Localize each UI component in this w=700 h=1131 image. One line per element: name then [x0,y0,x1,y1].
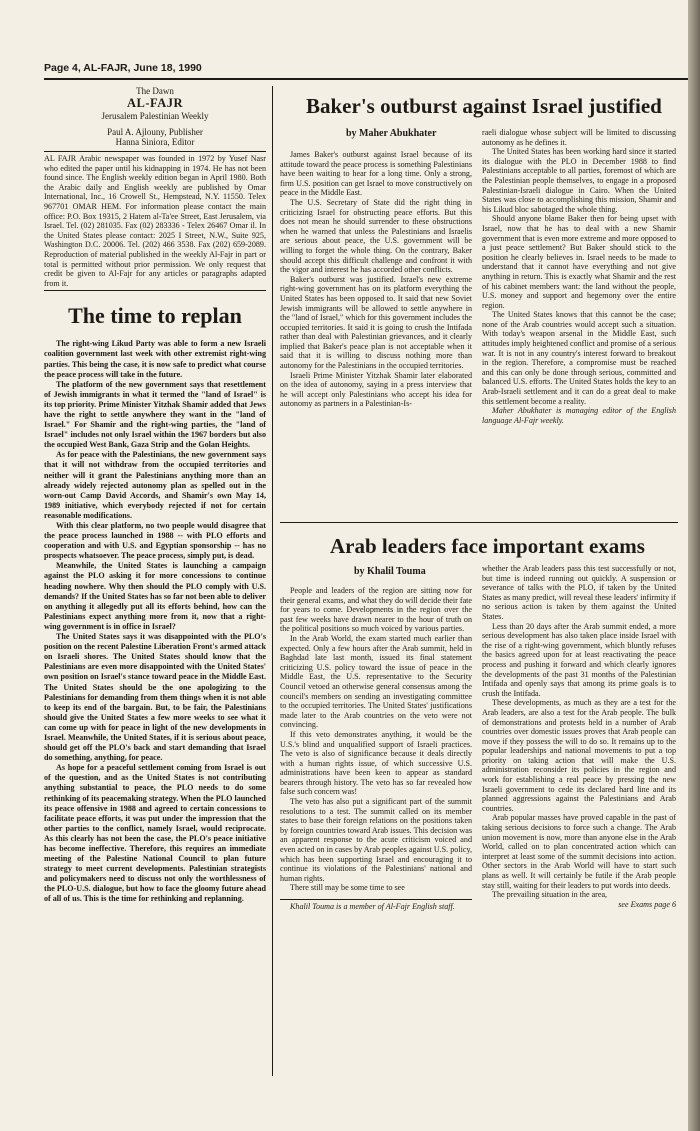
editorial-paragraph: As hope for a peaceful settlement coming from Israel is out of the question, and as the United States is not contributing anything substantial to peace, the PLO needs to do some rethinking of its peacemaking strategy. When the PLO launched its peace offensive in 1988 and agreed to certain concessions to facilitate peace efforts, it was put under the impression that the other parties to the conflict, namely Israel, would reciprocate. As this clearly has not been the case, the PLO's peace initiative has become ineffective. Therefore, this requires an immediate meeting of the Palestine National Council to plan future strategy to meet current developments. Palestinian strategists and policymakers need to discuss not only the worthlessness of the PLO-U.S. dialogue, but how to face the gloomy future ahead of all of us. This is the time for rethinking and replanning. [44,763,266,904]
article1-paragraph: The United States has been working hard since it started its dialogue with the PLO in December 1988 to find Palestinians acceptable to all parties, foremost of which are the Palestinian people themselves, to engage in a proposed Palestinian-Israeli dialogue in Cairo. When the United States was close to accomplishing this mission, Shamir and his Likud bloc sabotaged the whole thing. [482,147,676,214]
page-fold-shadow [688,0,700,1131]
article2-col2 [482,564,676,909]
editorial-paragraph: As for peace with the Palestinians, the new government says that it will not withdraw from the occupied territories and neither will it grant the Palestinians anything more than an already widely rejected autonomy plan as spelled out in the worn-out Camp David Accords, and Shamir's own May 14, 1989 initiative, which everybody rejected if not for certain reasonable modifications. [44,450,266,520]
article1-paragraph: raeli dialogue whose subject will be limited to discussing autonomy as he defines it. [482,128,676,147]
article2-paragraph: The prevailing situation in the area, [492,890,608,900]
page-header: Page 4, AL-FAJR, June 18, 1990 [44,62,202,74]
article2-paragraph: whether the Arab leaders pass this test successfully or not, but time is indeed running out quickly. A suspension or severance of talks with the PLO, if taken by the United States as many predict, will reveal these leaders' infirmity if no serious action is taken by them against the United States. [482,564,676,621]
article1-paragraph: Should anyone blame Baker then for being upset with Israel, now that he has to deal with a new Shamir government that is even more extreme and more opposed to a just peace settlement? But Baker should stick to the position he clearly believes in. Israel needs to be made to understand that it cannot have everything and not give anything in return. This is exactly what Shamir and the rest of his cabinet members want: the land without the people, U.S. money and support and hegemony over the entire region. [482,214,676,310]
article1-author-note: Maher Abukhater is managing editor of the English language Al-Fajr weekly. [482,406,676,425]
article2-paragraph: Less than 20 days after the Arab summit ended, a more serious development has also taken place inside Israel with the rise of a right-wing government, which bluntly refuses the basics agreed upon for at least reactivating the peace process and pushing it forward and which clearly ignores the developments of the past 31 months of the Palestinian Intifada and openly says that among its prime goals is to crush the Intifada. [482,621,676,698]
header-rule [44,78,688,80]
masthead-subtitle: Jerusalem Palestinian Weekly [101,111,209,121]
editor: Hanna Siniora, Editor [115,137,195,147]
column-divider [272,86,273,1076]
article1-paragraph: Baker's outburst was justified. Israel's new extreme right-wing government has on its platform everything the United States has been opposed to. It said that new Soviet Jewish immigrants will be allowed to settle anywhere in the "land of Israel," which for this government includes the occupied territories. It said it is going to crush the Intifada rather than deal with Palestinian grievances, and it clearly implied that Baker's peace plan is not acceptable when it said that it is willing to discuss nothing more than autonomy for the Palestinians in the occupied territories. [280,274,472,371]
info-rule-bottom [44,290,266,291]
info-rule-top [44,151,266,152]
article1-paragraph: The U.S. Secretary of State did the right thing in criticizing Israel for obstructing peace efforts. But this does not mean he should surrender to these obstructions when he warned that unless the Palestinians and Israelis are serious about peace, the U.S. government will be willing to forget the whole thing. On the contrary, Baker should accept this difficult challenge and confront it with the vigor and interest he has accorded other conflicts. [280,197,472,275]
staff-box [44,127,266,147]
article2-headline: Arab leaders face important exams [330,534,645,558]
editorial-paragraph: The United States says it was disappointed with the PLO's position on the recent Palestine Liberation Front's armed attack on Israeli shores. The United States should know that the Palestinians are even more disappointed with the United States' own position on Israel's stance toward peace in the Middle East. The United States should be the one apologizing to the Palestinians for demanding from them things when it is not able to keep its end of the bargain. But, to be fair, the Palestinians should give the United States a few more weeks to see what it can come up with for peace in light of the new developments in Israel. Meanwhile, the United States, if it is serious about peace, should get off the PLO's back and start demanding that Israel do something, anything, for peace. [44,632,266,763]
info-text: AL FAJR Arabic newspaper was founded in 1972 by Yusef Nasr who edited the paper until his kidnapping in 1974. He has not been found since. The English weekly edition began in April 1980. Both the Arabic daily and English weekly are published by Omar International, Inc., 16 Crowell St., Hempstead, N.Y. 11550. Telex 967701 OMAR HEM. For information please contact the main office: P.O. Box 19315, 2 Hatem al-Ta'ee Street, East Jerusalem, via Israel. Tel. (02) 281035. Fax (02) 283336 - Telex 26467 Omar il. In the United States please contact: 2025 I Street, N.W., Suite 925, Washington D.C. 20006. Tel. (202) 466 3538. Fax (202) 659-2089. Reproduction of material published in the weekly Al-Fajr in part or total is permitted without prior permission. We only request that credit be given to Al-Fajr for any articles or paragraphs adapted from it. [44,154,266,288]
article1-paragraph: James Baker's outburst against Israel because of its attitude toward the peace process is something Palestinians have been waiting to hear for a long time. Only a strong, firm U.S. position can get Israel to move constructively on peace in the Middle East. [280,150,472,198]
article2-paragraph: If this veto demonstrates anything, it would be the U.S.'s blind and unqualified support of Israeli practices. The veto is also of significance because it deals directly with a human rights issue, of which successive U.S. administrations have been keen to appear as standard bearers through history. The veto has so far revealed how false such concern was! [280,729,472,797]
masthead-line1: The Dawn [136,86,174,96]
editorial-paragraph: The platform of the new government says that resettlement of Jewish immigrants in what it termed the "land of Israel" is its top priority. Prime Minister Yitzhak Shamir added that Jews have the right to settle anywhere they want in the "land of Israel." For Shamir and the right-wing parties, the "land of Israel" includes not only Israel within the 1967 borders but also the occupied West Bank, Gaza Strip and the Golan Heights. [44,379,266,450]
article2-paragraph: These developments, as much as they are a test for the Arab leaders, are also a test for the Arab people. The bulk of demonstrations and protests held in a number of Arab countries over domestic issues proves that Arab people can move if they possess the will to do so. It remains up to the popular leaderships and national movements to put a top priority on taking action that will make the U.S. administration reconsider its policies in the region and work for establishing a real peace by pressing the new Israeli government to cede its declared hard line and its planned aggressions against the Palestinians and Arab countries. [482,698,676,813]
article2-paragraph: The veto has also put a significant part of the summit resolutions to a test. The summit called on its member states to base their foreign relations on the positions taken by foreign countries toward Arab issues. This decision was an apparent response to the acute criticism voiced and even acted on in cases by Arab peoples against U.S. policy, which has been supporting Israel and encouraging it to continue its violations of the Palestinians' national and human rights. [280,797,472,883]
article2-paragraph: There still may be some time to see [290,883,405,893]
article2-byline: by Khalil Touma [354,566,426,577]
article-separator [280,522,678,523]
article2-paragraph: Arab popular masses have proved capable in the past of taking serious decisions to force such a change. The Arab union movement is now, more than anyone else in the Arab World, called on to plan concentrated action which can interpret at least some of the summit decisions into action. Other sectors in the Arab World will have to start such plans as well. It will certainly be futile if the Arab people stay still, waiting for their leaders to put words into deeds. [482,813,676,890]
article1-headline: Baker's outburst against Israel justified [306,94,662,118]
article2-paragraph: In the Arab World, the exam started much earlier than expected. Only a few hours after the Arab summit, held in Baghdad late last month, issued its final statement criticizing U.S. policy toward the issue of peace in the Middle East, the U.S. representative to the Security Council vetoed an otherwise general consensus among the council's members on sending an investigating committee to the occupied territories. The United States' justifications made later to the Arab countries on the veto were not convincing. [280,633,472,730]
article1-paragraph: The United States knows that this cannot be the case; none of the Arab countries would accept such a situation. With today's weapon arsenal in the Middle East, such attitudes imply heightened conflict and promise of a serious war. It is not in any country's interest forward to breakout in the region. Therefore, a compromise must be reached and this can only be done through serious, committed and balanced U.S. efforts. The United States holds the key to an Arab-Israeli settlement and it can do a great deal to make this settlement become a reality. [482,310,676,406]
left-column [44,86,266,905]
editorial-text [44,339,266,904]
editorial-paragraph: With this clear platform, no two people would disagree that the peace process launched in 1988 -- with PLO efforts and cooperation and with U.S. and Egyptian sponsorship -- has no prospects whatsoever. The peace process, simply put, is dead. [44,521,266,561]
article2-note-rule [280,899,472,900]
article1-paragraph: Israeli Prime Minister Yitzhak Shamir later elaborated on the idea of autonomy, saying in a press interview that he will accept only Palestinians who accept his idea for autonomy as partners in a Palestinian-Is- [280,370,472,409]
article1-col2 [482,128,676,425]
article2-author-note: Khalil Touma is a member of Al-Fajr English staff. [290,902,455,911]
editorial-paragraph: Meanwhile, the United States is launching a campaign against the PLO asking it for more concessions to continue heading nowhere. Why then should the PLO comply with U.S. demands? If the United States has so far not been able to deliver on anything it allegedly put all its efforts behind, how can the Palestinians expect anything more from it, now that a right-wing government is in office in Israel? [44,561,266,631]
article2-paragraph: People and leaders of the region are sitting now for their general exams, and what they do will decide their fate for years to come. Developments in the region over the past few weeks have drawn nearer to the hour of truth on the political positions so much voiced by various parties. [280,586,472,634]
article1-col1 [280,150,472,409]
article2-col1 [280,586,472,912]
editorial-title: The time to replan [68,303,242,329]
article1-byline: by Maher Abukhater [346,128,437,139]
masthead [44,86,266,121]
masthead-name: AL-FAJR [126,96,184,110]
editorial-paragraph: The right-wing Likud Party was able to form a new Israeli coalition government last week with other extremist right-wing parties. This being the case, it is now safe to predict what course the peace process will take in the future. [44,339,266,379]
continued-jump: see Exams page 6 [618,899,676,909]
publisher: Paul A. Ajlouny, Publisher [107,127,203,137]
